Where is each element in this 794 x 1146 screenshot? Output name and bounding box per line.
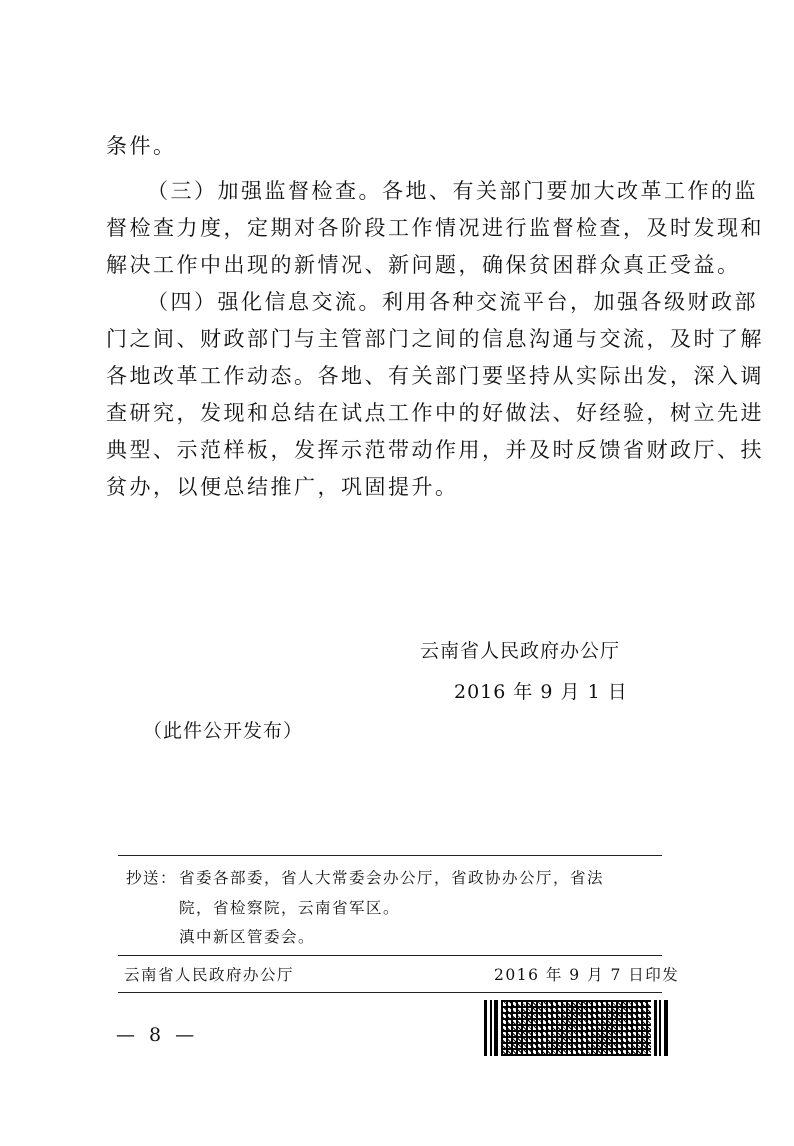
- body-line-1: 条件。: [106, 134, 177, 158]
- body-line-9: 典型、示范样板，发挥示范带动作用，并及时反馈省财政厅、扶: [106, 438, 764, 462]
- body-line-4: 解决工作中出现的新情况、新问题，确保贫困群众真正受益。: [106, 253, 741, 277]
- body-line-5: （四）强化信息交流。利用各种交流平台，加强各级财政部: [147, 290, 758, 314]
- footer-bottom-rule: [118, 992, 662, 993]
- signature-date: 2016 年 9 月 1 日: [454, 681, 628, 703]
- body-line-6: 门之间、财政部门与主管部门之间的信息沟通与交流，及时了解: [106, 327, 764, 351]
- release-note: （此件公开发布）: [143, 720, 304, 742]
- cc-label: 抄送：: [126, 869, 178, 887]
- print-date: 2016 年 9 月 7 日印发: [494, 966, 680, 984]
- cc-line-3: 滇中新区管委会。: [179, 928, 316, 946]
- footer-top-rule: [118, 855, 662, 856]
- body-line-2: （三）加强监督检查。各地、有关部门要加大改革工作的监: [147, 179, 758, 203]
- page-number: — 8 —: [116, 1024, 199, 1046]
- signature-office: 云南省人民政府办公厅: [420, 640, 621, 662]
- body-line-7: 各地改革工作动态。各地、有关部门要坚持从实际出发，深入调: [106, 364, 764, 388]
- cc-line-1: 省委各部委，省人大常委会办公厅，省政协办公厅，省法: [179, 869, 605, 887]
- issuer: 云南省人民政府办公厅: [124, 966, 295, 984]
- cc-line-2: 院，省检察院，云南省军区。: [179, 899, 401, 917]
- body-line-8: 查研究，发现和总结在试点工作中的好做法、好经验，树立先进: [106, 401, 764, 425]
- body-line-3: 督检查力度，定期对各阶段工作情况进行监督检查，及时发现和: [106, 216, 764, 240]
- footer-middle-rule: [118, 955, 662, 956]
- body-line-10: 贫办，以便总结推广，巩固提升。: [106, 475, 459, 499]
- barcode-icon: [484, 1000, 674, 1056]
